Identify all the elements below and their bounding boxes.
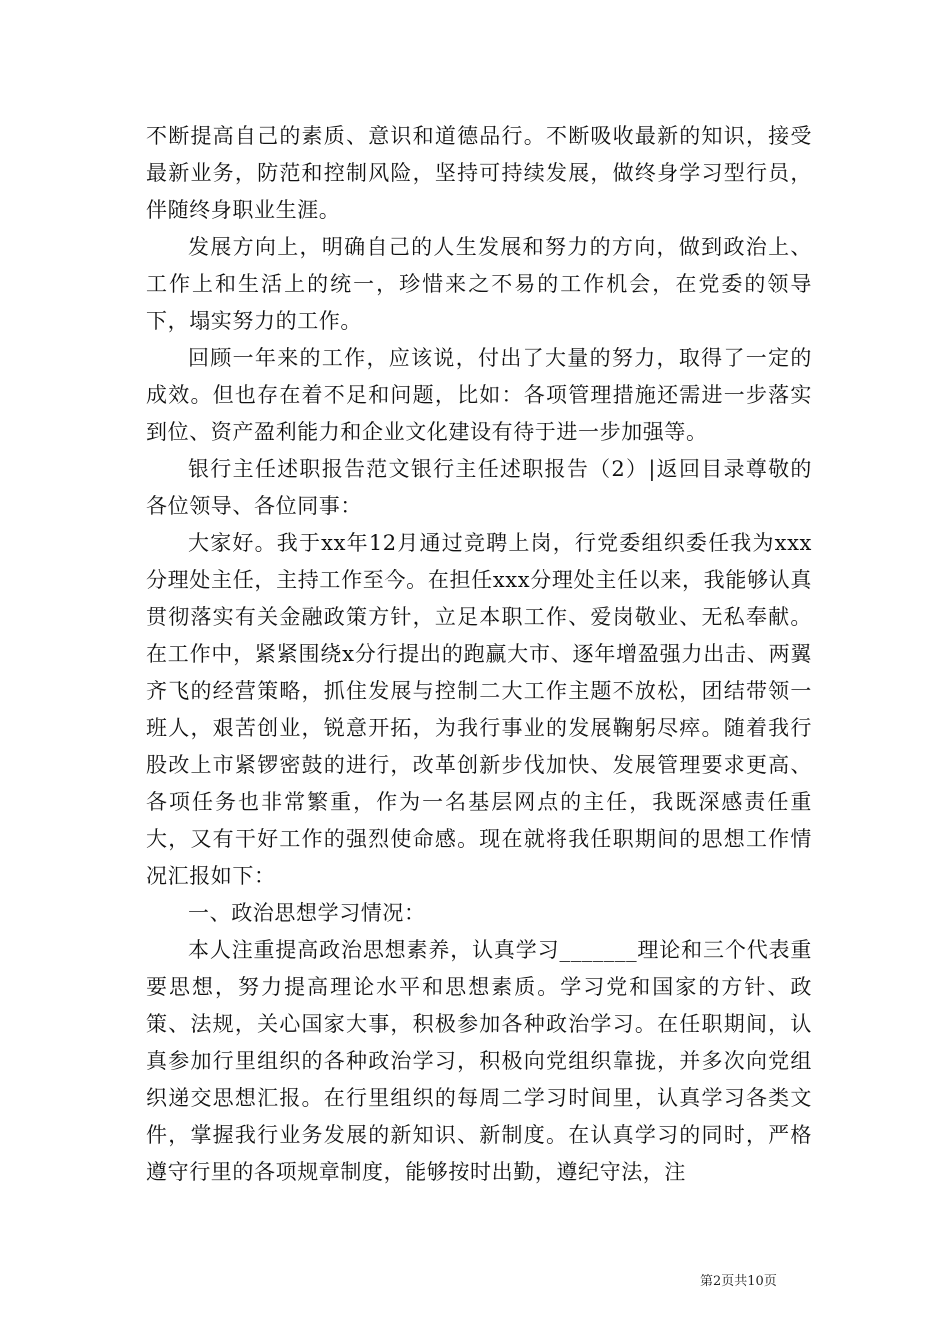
page-number: 第2页共10页 — [700, 1274, 777, 1289]
paragraph-1: 不断提高自己的素质、意识和道德品行。不断吸收最新的知识，接受最新业务，防范和控制风险，坚持可持续发展，做终身学习型行员，伴随终身职业生涯。 — [146, 124, 812, 222]
paragraph-2: 发展方向上，明确自己的人生发展和努力的方向，做到政治上、工作上和生活上的统一，珍惜来之不易的工作机会，在党委的领导下，塌实努力的工作。 — [146, 235, 812, 333]
document-body — [146, 118, 812, 1191]
paragraph-4: 银行主任述职报告范文银行主任述职报告（2）|返回目录尊敬的各位领导、各位同事： — [146, 457, 812, 518]
paragraph-5: 大家好。我于xx年12月通过竞聘上岗，行党委组织委任我为xxx分理处主任，主持工作至今。在担任xxx分理处主任以来，我能够认真贯彻落实有关金融政策方针，立足本职工作、爱岗敬业、无私奉献。在工作中，紧紧围绕x分行提出的跑赢大市、逐年增盈强力出击、两翼齐飞的经营策略，抓住发展与控制二大工作主题不放松，团结带领一班人，艰苦创业，锐意开拓，为我行事业的发展鞠躬尽瘁。随着我行股改上市紧锣密鼓的进行，改革创新步伐加快、发展管理要求更高、各项任务也非常繁重，作为一名基层网点的主任，我既深感责任重大，又有干好工作的强烈使命感。现在就将我任职期间的思想工作情况汇报如下： — [146, 531, 812, 888]
paragraph-3: 回顾一年来的工作，应该说，付出了大量的努力，取得了一定的成效。但也存在着不足和问题，比如：各项管理措施还需进一步落实到位、资产盈利能力和企业文化建设有待于进一步加强等。 — [146, 346, 812, 444]
section-heading: 一、政治思想学习情况： — [188, 901, 426, 925]
paragraph-7: 本人注重提高政治思想素养，认真学习_______理论和三个代表重要思想，努力提高理论水平和思想素质。学习党和国家的方针、政策、法规，关心国家大事，积极参加各种政治学习。在任职期间，认真参加行里组织的各种政治学习，积极向党组织靠拢，并多次向党组织递交思想汇报。在行里组织的每周二学习时间里，认真学习各类文件，掌握我行业务发展的新知识、新制度。在认真学习的同时，严格遵守行里的各项规章制度，能够按时出勤，遵纪守法，注 — [146, 938, 812, 1184]
